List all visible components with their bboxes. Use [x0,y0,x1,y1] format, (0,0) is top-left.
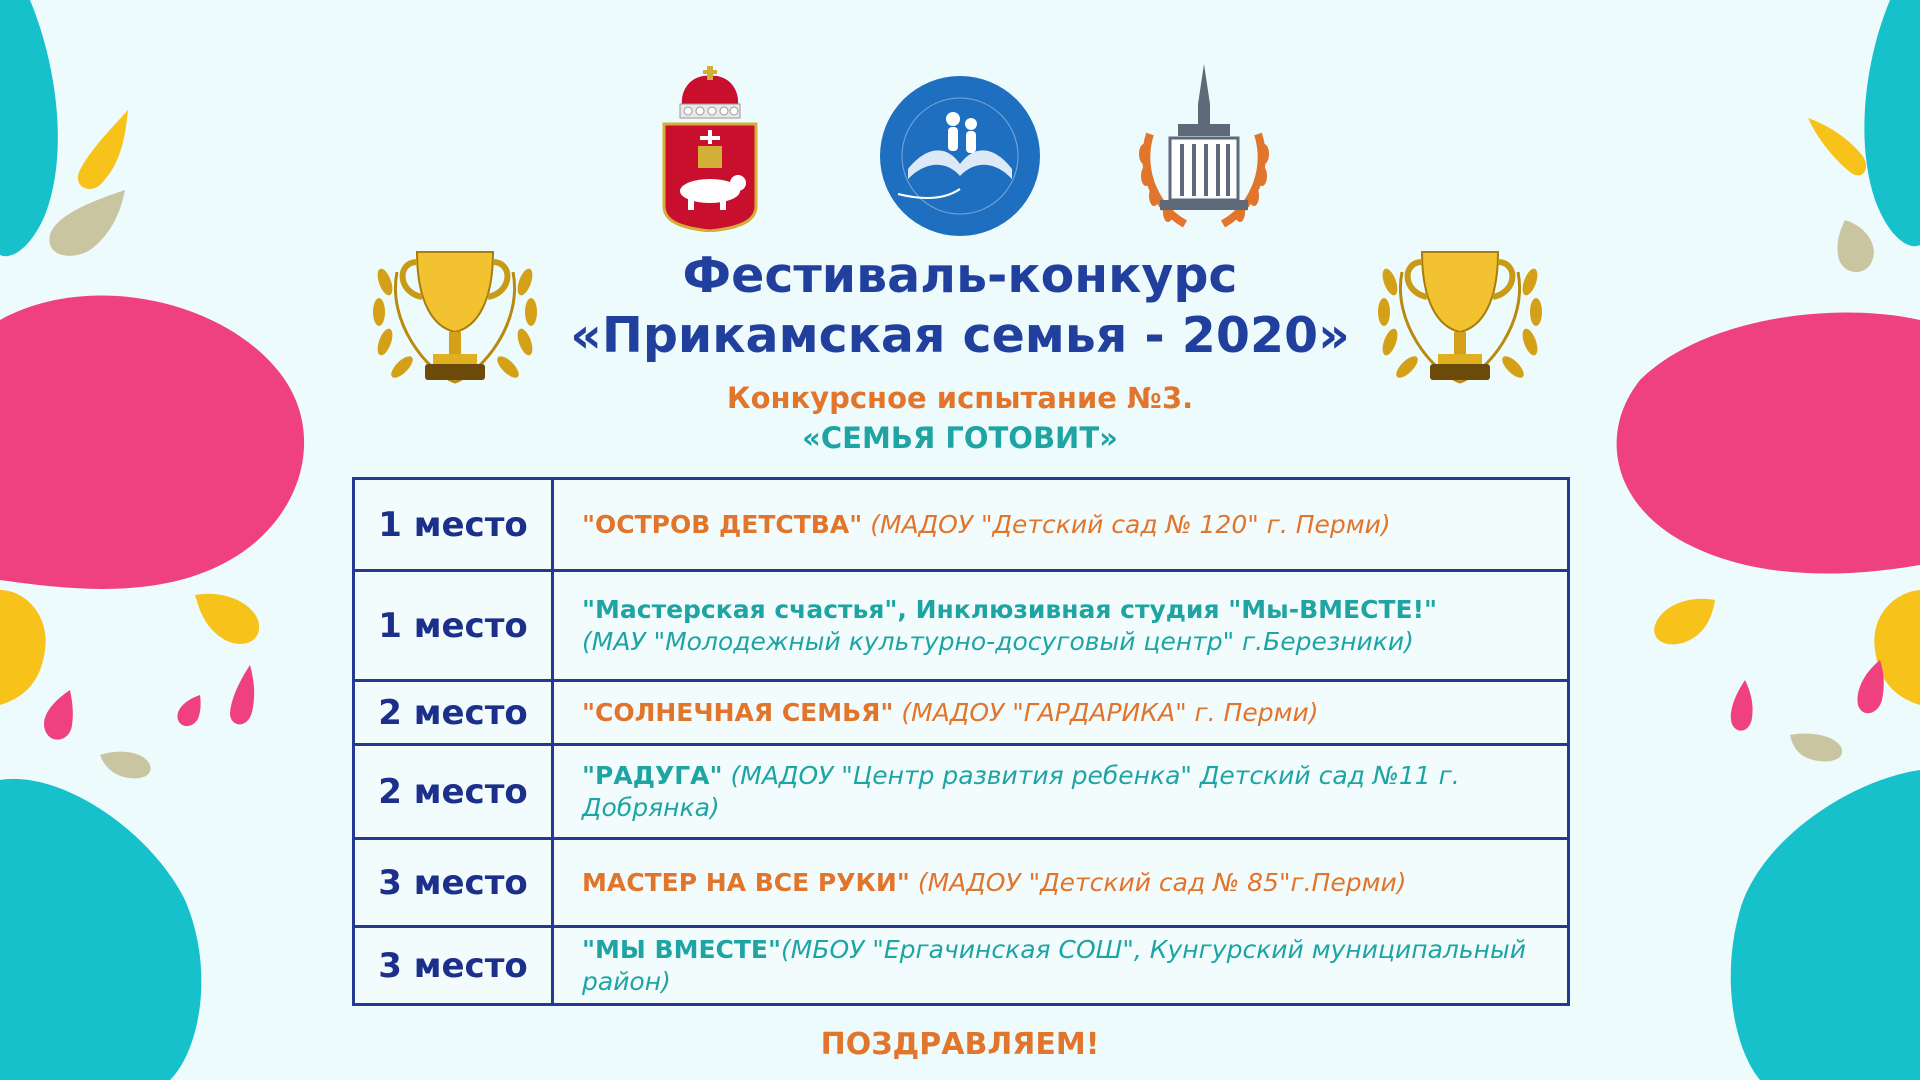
left-yellow-drop-top [78,110,128,189]
entry-cell [553,839,1569,927]
place-cell: 1 место [354,571,553,681]
right-pink-drop-1 [1857,660,1883,713]
institute-family-support-logo-icon [878,74,1042,238]
subtitle-line2: «СЕМЬЯ ГОТОВИТ» [802,421,1118,455]
entry-name: МАСТЕР НА ВСЕ РУКИ" [582,867,910,897]
page-title-line1: Фестиваль-конкурс [682,247,1238,304]
place-cell: 3 место [354,927,553,1005]
page-title-line2: «Прикамская семья - 2020» [570,307,1350,364]
table-row [354,745,1569,839]
entry-details: (МАДОУ "ГАРДАРИКА" г. Перми) [893,697,1319,727]
entry-details: (МАДОУ "Детский сад № 120" г. Перми) [862,509,1391,539]
entry-cell [553,479,1569,571]
place-cell: 1 место [354,479,553,571]
right-yellow-drop-mid [1654,599,1715,645]
table-row [354,681,1569,745]
table-row [354,839,1569,927]
entry-name: "Мастерская счастья", Инклюзивная студия "Мы-ВМЕСТЕ!" [582,594,1438,624]
perm-coat-of-arms-icon [660,66,760,232]
left-pink-drop-1 [230,665,254,724]
right-yellow-drop-top [1808,118,1866,175]
entry-details: (МАДОУ "Детский сад № 85"г.Перми) [909,867,1407,897]
left-cyan-top-splash [0,0,58,256]
right-cyan-top-splash [1864,0,1920,246]
table-row [354,571,1569,681]
left-pink-drop-3 [177,695,200,726]
entry-cell [553,745,1569,839]
subtitle-line1: Конкурсное испытание №3. [726,381,1194,415]
entry-details: (МАУ "Молодежный культурно-досуговый центр" г.Березники) [582,626,1414,656]
entry-details: (МАДОУ "Центр развития ребенка" Детский сад №11 г. Добрянка) [582,760,1460,822]
place-cell: 2 место [354,681,553,745]
entry-name: "МЫ ВМЕСТЕ" [582,934,782,964]
right-pink-drop-2 [1731,680,1753,731]
left-beige-drop-2 [100,752,151,779]
university-pggpu-logo-icon [1130,64,1278,234]
entry-name: "СОЛНЕЧНАЯ СЕМЬЯ" [582,697,894,727]
entry-cell [553,571,1569,681]
left-pink-drop-2 [44,690,73,740]
table-row [354,927,1569,1005]
entry-details: (МБОУ "Ергачинская СОШ", Кунгурский муниципальный район) [582,934,1526,996]
congratulations-text: ПОЗДРАВЛЯЕМ! [820,1027,1100,1062]
right-beige-drop-2 [1790,733,1842,761]
place-cell: 2 место [354,745,553,839]
results-table [352,477,1570,1006]
left-yellow-splash [0,590,46,705]
entry-cell [553,681,1569,745]
entry-name: "ОСТРОВ ДЕТСТВА" [582,509,863,539]
place-cell: 3 место [354,839,553,927]
entry-name: "РАДУГА" [582,760,723,790]
table-row [354,479,1569,571]
entry-cell [553,927,1569,1005]
left-yellow-drop-mid [195,594,259,644]
